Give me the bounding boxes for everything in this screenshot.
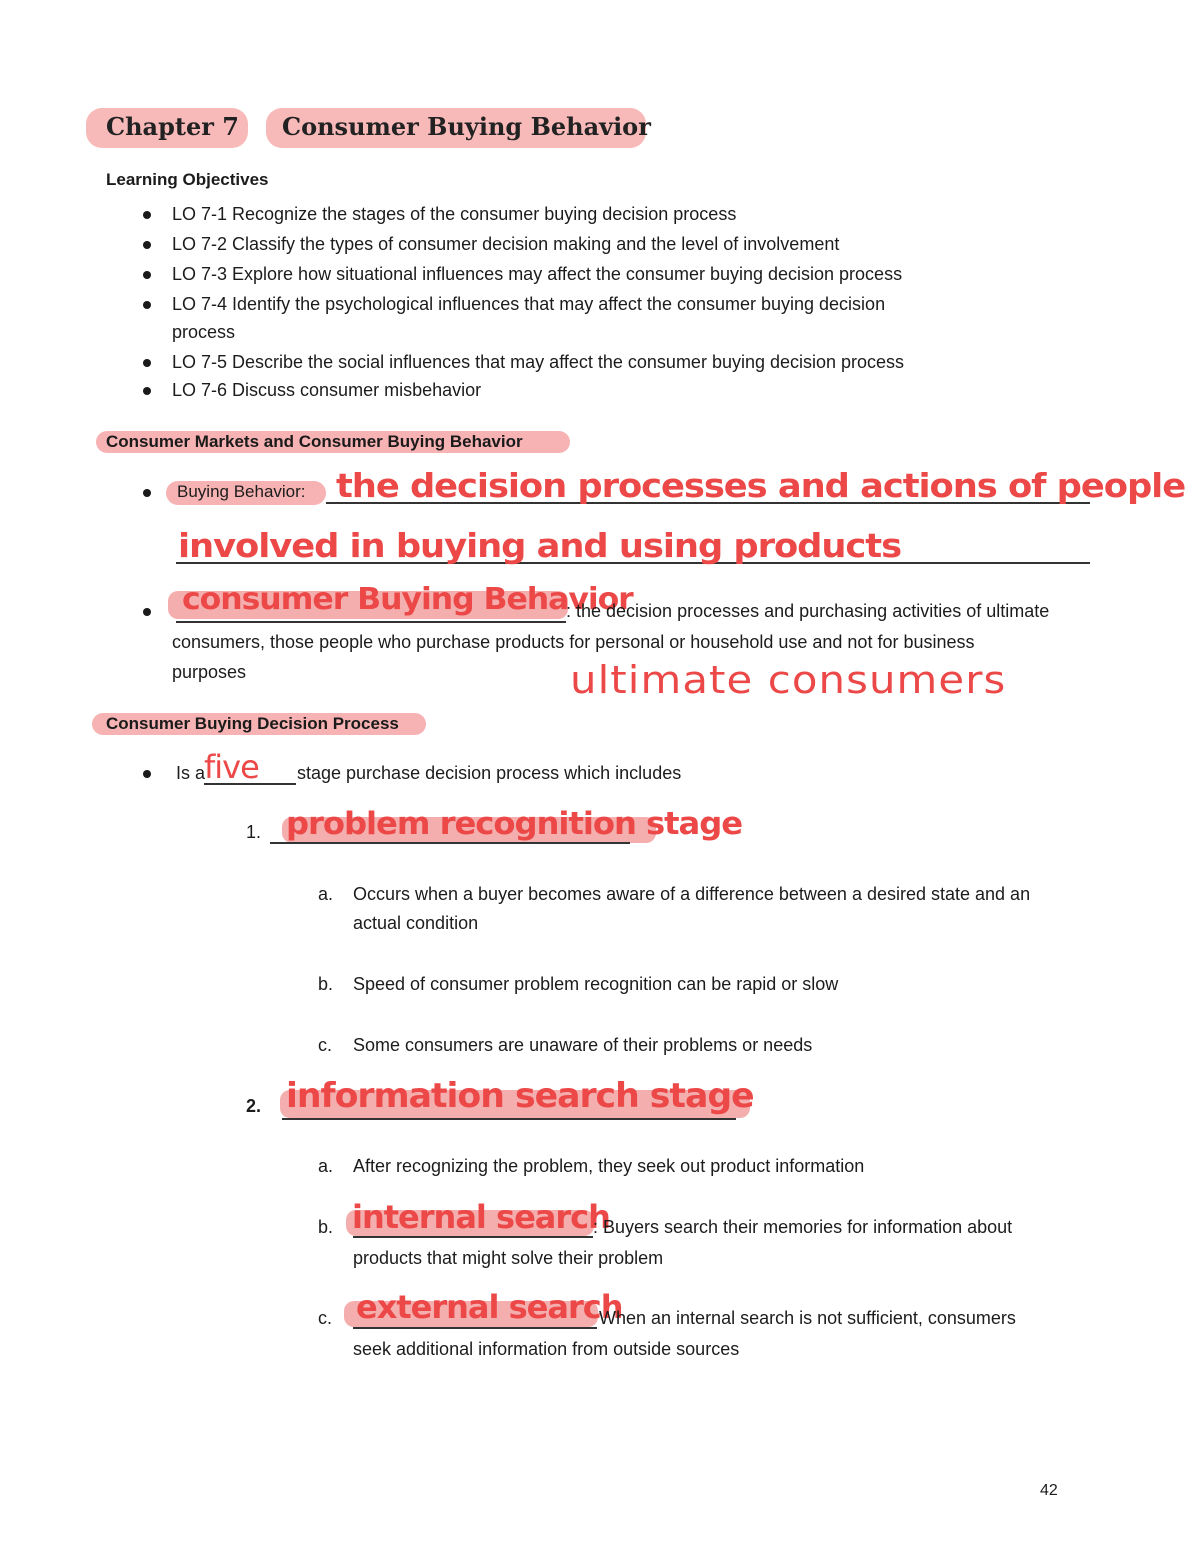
buying-behavior-label: Buying Behavior: — [177, 482, 306, 501]
answer-line — [270, 842, 630, 844]
stage-2-item-c-line1: When an internal search is not sufficient, consumers — [599, 1308, 1016, 1328]
answer-line — [353, 1236, 593, 1238]
stage-1-item-c: Some consumers are unaware of their problems or needs — [353, 1035, 813, 1055]
answer-line — [176, 621, 566, 623]
stage-1-item-a-letter: a. — [318, 884, 334, 904]
objective-3: LO 7-3 Explore how situational influences may affect the consumer buying decision process — [172, 264, 903, 284]
bullet — [143, 241, 151, 249]
stage-2-item-c-letter: c. — [318, 1308, 333, 1328]
objective-5: LO 7-5 Describe the social influences that may affect the consumer buying decision process — [172, 352, 905, 372]
bullet — [143, 770, 151, 778]
consumer-buying-behavior-definition-line2: consumers, those people who purchase products for personal or household use and not for business — [172, 632, 975, 652]
stage-2-item-b-letter: b. — [318, 1217, 334, 1237]
stage-2-item-a-letter: a. — [318, 1156, 334, 1176]
consumer-buying-behavior-definition-line1: : the decision processes and purchasing activities of ultimate — [566, 601, 1050, 621]
intro-after: stage purchase decision process which includes — [297, 763, 682, 783]
objective-2: LO 7-2 Classify the types of consumer decision making and the level of involvement — [172, 234, 840, 254]
objective-1: LO 7-1 Recognize the stages of the consumer buying decision process — [172, 204, 737, 224]
consumer-buying-behavior-definition-line3: purposes — [172, 662, 247, 682]
objective-6: LO 7-6 Discuss consumer misbehavior — [172, 380, 482, 400]
consumer-buying-behavior-answer: consumer Buying Behavior — [182, 582, 633, 617]
stage-2-item-a: After recognizing the problem, they seek out product information — [353, 1156, 865, 1176]
stage-2-number: 2. — [246, 1096, 262, 1116]
bullet — [143, 211, 151, 219]
section-heading-consumer-markets: Consumer Markets and Consumer Buying Behavior — [106, 432, 523, 451]
objective-4-continued: process — [172, 322, 236, 342]
bullet — [143, 608, 151, 616]
page-title: Consumer Buying Behavior — [282, 112, 651, 141]
section-heading-decision-process: Consumer Buying Decision Process — [106, 714, 399, 733]
chapter-label: Chapter 7 — [106, 112, 239, 141]
stage-1-item-b-letter: b. — [318, 974, 334, 994]
margin-note-ultimate-consumers: ultimate consumers — [570, 658, 1007, 702]
stage-1-item-a-line2: actual condition — [353, 913, 479, 933]
learning-objectives-heading: Learning Objectives — [106, 170, 269, 189]
stage-2-item-b-line1: : Buyers search their memories for information about — [593, 1217, 1013, 1237]
bullet — [143, 489, 151, 497]
buying-behavior-answer-line2: involved in buying and using products — [178, 526, 902, 565]
bullet — [143, 387, 151, 395]
stage-1-item-c-letter: c. — [318, 1035, 333, 1055]
objective-4: LO 7-4 Identify the psychological influences that may affect the consumer buying decision — [172, 294, 886, 314]
bullet — [143, 359, 151, 367]
intro-before: Is a — [176, 763, 206, 783]
buying-behavior-answer-line1: the decision processes and actions of people — [336, 466, 1186, 505]
stage-1-item-a-line1: Occurs when a buyer becomes aware of a difference between a desired state and an — [353, 884, 1031, 904]
page-number: 42 — [1040, 1482, 1058, 1499]
stage-1-answer: problem recognition stage — [286, 806, 743, 842]
answer-line — [282, 1118, 736, 1120]
answer-line — [353, 1327, 597, 1329]
stage-2-answer: information search stage — [286, 1076, 754, 1116]
intro-answer-five: five — [204, 748, 259, 786]
stage-2-item-b-line2: products that might solve their problem — [353, 1248, 664, 1268]
stage-1-number: 1. — [246, 822, 262, 842]
internal-search-answer: internal search — [352, 1198, 610, 1236]
bullet — [143, 271, 151, 279]
stage-2-item-c-line2: seek additional information from outside sources — [353, 1339, 740, 1359]
bullet — [143, 301, 151, 309]
external-search-answer: external search — [356, 1288, 623, 1326]
stage-1-item-b: Speed of consumer problem recognition can be rapid or slow — [353, 974, 839, 994]
